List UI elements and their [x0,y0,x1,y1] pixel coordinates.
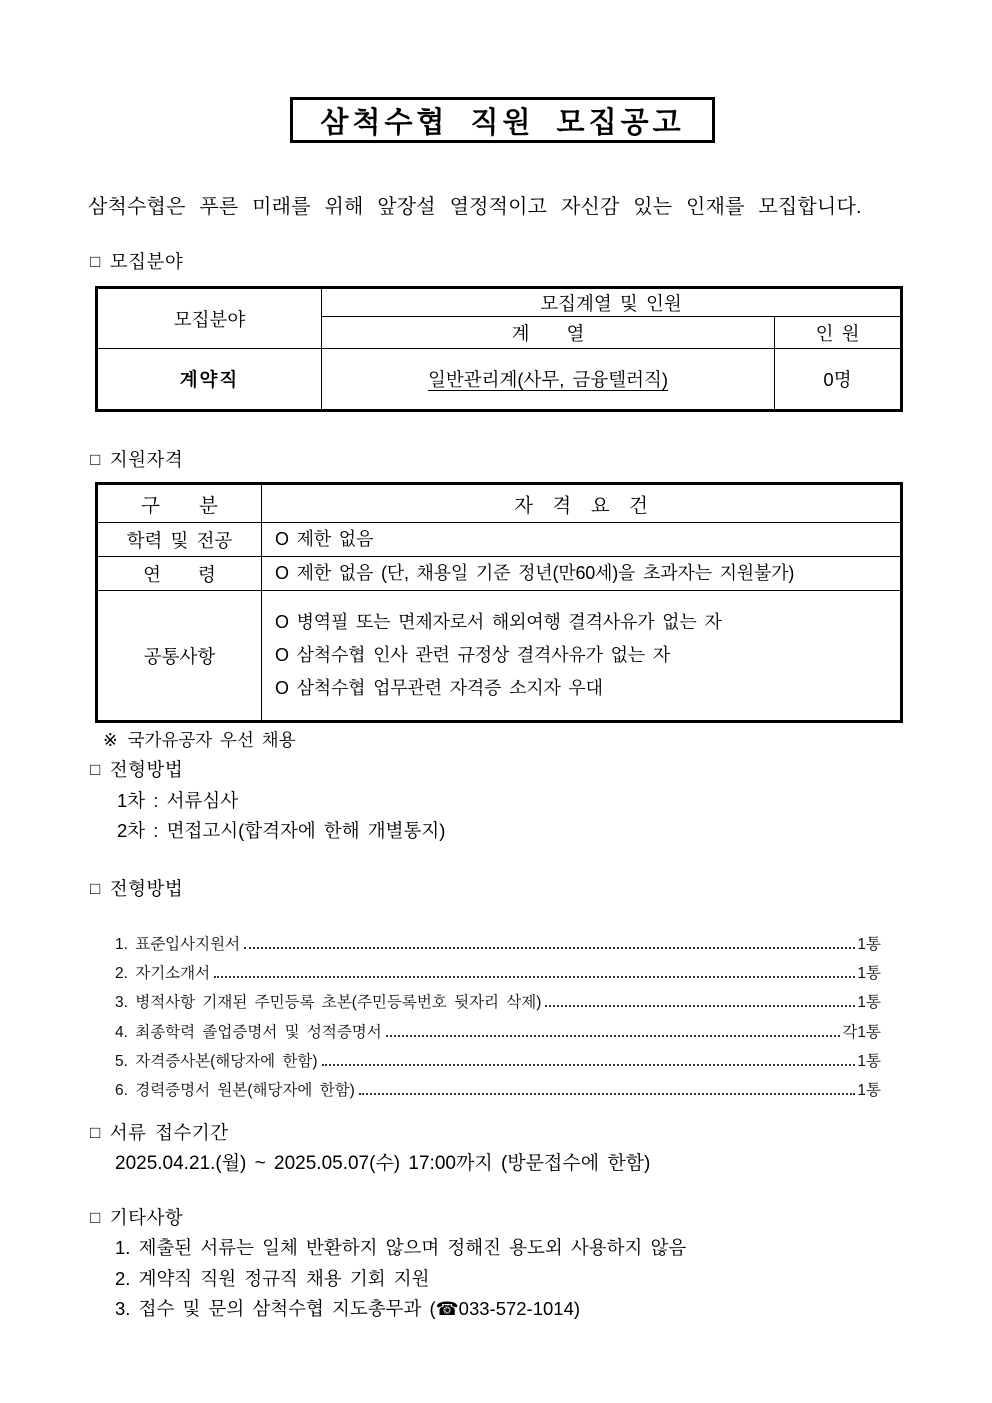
checkbox-bullet-icon: □ [90,760,101,779]
table-row-common [97,591,902,722]
document-title: 삼척수협 직원 모집공고 [320,106,685,139]
document-count: 1통 [857,1052,881,1070]
list-item [115,990,881,1019]
section-heading-period [90,1119,229,1145]
section-heading-documents [90,875,183,901]
header-cell-count: 인 원 [775,317,902,349]
dotted-leader [359,1093,856,1095]
requirement-line: O 삼척수협 업무관련 자격증 소지자 우대 [275,678,603,698]
section-heading-label: 전형방법 [109,878,184,899]
recruit-field-table [95,286,903,412]
document-count: 1통 [857,1081,881,1099]
cell-row-value [262,557,902,591]
header-cell-requirement: 자 격 요 건 [262,484,902,523]
section-heading-label: 모집분야 [109,251,184,272]
checkbox-bullet-icon: □ [90,879,101,898]
checkbox-bullet-icon: □ [90,450,101,469]
list-item [115,1078,881,1107]
document-label: 3. 병적사항 기재된 주민등록 초본(주민등록번호 뒷자리 삭제) [115,994,542,1012]
dotted-leader [386,1035,841,1037]
table-header-row [97,484,902,523]
section-heading-qualification [90,446,183,472]
list-item: 3. 접수 및 문의 삼척수협 지도총무과 (☎033-572-1014) [115,1298,581,1319]
document-count: 각1통 [842,1023,881,1041]
selection-steps [117,786,445,846]
section-heading-label: 전형방법 [109,759,184,780]
document-label: 4. 최종학력 졸업증명서 및 성적증명서 [115,1023,382,1041]
checkbox-bullet-icon: □ [90,252,101,271]
section-heading-etc [90,1204,183,1230]
header-cell-category: 구 분 [97,484,262,523]
qualification-table [95,482,903,723]
table-row-education [97,523,902,557]
document-count: 1통 [857,994,881,1012]
cell-series-value: 일반관리계(사무, 금융텔러직) [322,349,775,411]
requirement-line: O 병역필 또는 면제자로서 해외여행 결격사유가 없는 자 [275,612,722,632]
document-count: 1통 [857,936,881,953]
note-text: 국가유공자 우선 채용 [127,730,296,750]
list-item: 2. 계약직 직원 정규직 채용 기회 지원 [115,1267,430,1289]
document-label: 6. 경력증명서 원본(해당자에 한함) [115,1081,355,1099]
cell-row-label: 연 령 [97,557,262,591]
application-period-text: 2025.04.21.(월) ~ 2025.05.07(수) 17:00까지 (방문접수에 한함) [115,1153,651,1174]
section-heading-label: 기타사항 [109,1207,184,1228]
list-item: 1. 제출된 서류는 일체 반환하지 않으며 정해진 용도외 사용하지 않음 [115,1237,687,1258]
list-item [115,932,881,961]
list-item [115,1020,881,1049]
document-count: 1통 [857,965,881,983]
header-cell-field: 모집분야 [97,288,322,349]
list-item [115,1049,881,1078]
dotted-leader [322,1064,856,1066]
section-heading-selection [90,756,183,782]
document-title-box [290,97,715,143]
cell-row-value [262,523,902,557]
intro-text: 삼척수협은 푸른 미래를 위해 앞장설 열정적이고 자신감 있는 인재를 모집합니다. [88,196,862,218]
etc-notes-list [115,1233,686,1325]
cell-row-value [262,591,902,722]
cell-field-value: 계약직 [97,349,322,411]
list-item [115,961,881,990]
cell-row-label: 학력 및 전공 [97,523,262,557]
document-label: 5. 자격증사본(해당자에 한함) [115,1052,318,1070]
section-heading-label: 서류 접수기간 [109,1122,229,1143]
requirement-line: O 삼척수협 인사 관련 규정상 결격사유가 없는 자 [275,645,670,665]
selection-step: 2차 : 면접고시(합격자에 한해 개별통지) [117,820,446,841]
dotted-leader [214,976,855,978]
cell-row-label: 공통사항 [97,591,262,722]
table-header-row [97,288,902,317]
header-cell-series: 계 열 [322,317,775,349]
dotted-leader [545,1005,855,1007]
requirement-line: O 제한 없음 (단, 채용일 기준 정년(만60세)을 초과자는 지원불가) [275,563,795,583]
section-heading-label: 지원자격 [109,449,184,470]
reference-mark-icon: ※ [103,730,118,750]
checkbox-bullet-icon: □ [90,1123,101,1142]
section-heading-recruit-field [90,248,183,274]
checkbox-bullet-icon: □ [90,1208,101,1227]
header-cell-group: 모집계열 및 인원 [322,288,902,317]
dotted-leader [244,947,855,949]
table-row [97,349,902,411]
selection-step: 1차 : 서류심사 [117,790,239,811]
cell-count-value: 0명 [775,349,902,411]
veterans-priority-note [103,727,296,752]
required-documents-list [115,932,881,1107]
table-row-age [97,557,902,591]
document-label: 1. 표준입사지원서 [115,936,241,953]
requirement-line: O 제한 없음 [275,529,374,549]
document-label: 2. 자기소개서 [115,965,211,983]
